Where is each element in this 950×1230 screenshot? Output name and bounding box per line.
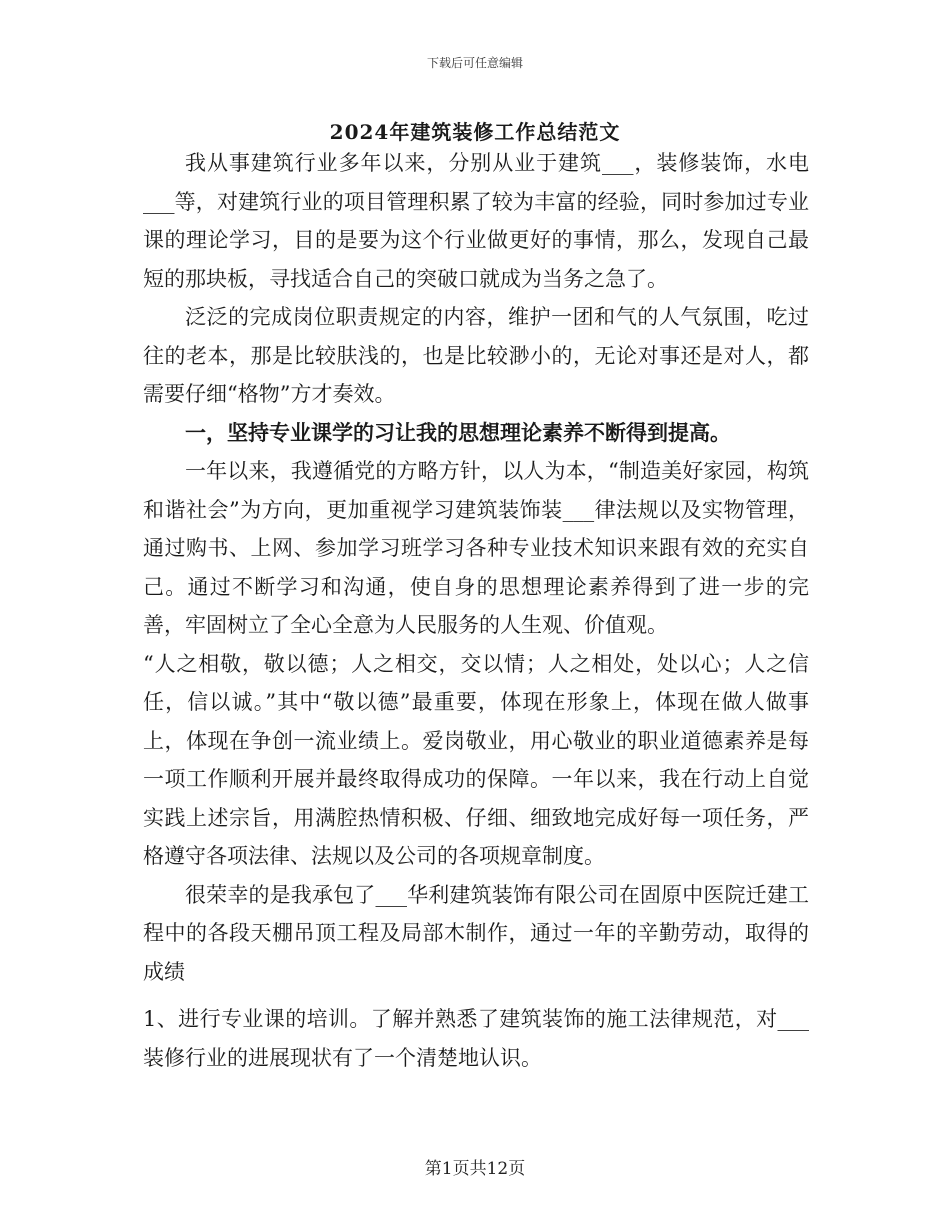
paragraph-ethics: “人之相敬，敬以德；人之相交，交以情；人之相处，处以心；人之信任，信以诚。”其中“敬以德”最重要，体现在形象上，体现在做人做事上，体现在争创一流业绩上。爱岗敬业，用心敬业的职业道德素养是每一项工作顺利开展并最终取得成功的保障。一年以来，我在行动上自觉实践上述宗旨，用满腔热情积极、仔细、细致地完成好每一项任务，严格遵守各项法律、法规以及公司的各项规章制度。 [143, 651, 809, 868]
paragraph-attitude: 泛泛的完成岗位职责规定的内容，维护一团和气的人气氛围，吃过往的老本，那是比较肤浅的，也是比较渺小的，无论对事还是对人，都需要仔细“格物”方才奏效。 [143, 305, 809, 406]
paragraph-project: 很荣幸的是我承包了___华利建筑装饰有限公司在固原中医院迁建工程中的各段天棚吊顶工程及局部木制作，通过一年的辛勤劳动，取得的成绩 [143, 882, 809, 984]
section-heading-1: 一，坚持专业课学的习让我的思想理论素养不断得到提高。 [185, 419, 731, 445]
list-item: 1、进行专业课的培训。了解并熟悉了建筑装饰的施工法律规范，对___装修行业的进展现状有了一个清楚地认识。 [143, 1007, 809, 1070]
document-list [143, 1000, 809, 1077]
page-header-note: 下载后可任意编辑 [426, 56, 523, 70]
paragraph-study: 一年以来，我遵循党的方略方针，以人为本，“制造美好家园，构筑和谐社会”为方向，更加重视学习建筑装饰装___律法规以及实物管理，通过购书、上网、参加学习班学习各种专业技术知识来跟有效的充实自己。通过不断学习和沟通，使自身的思想理论素养得到了进一步的完善，牢固树立了全心全意为人民服务的人生观、价值观。 [143, 459, 809, 637]
paragraph-intro: 我从事建筑行业多年以来，分别从业于建筑___，装修装饰，水电___等，对建筑行业的项目管理积累了较为丰富的经验，同时参加过专业课的理论学习，目的是要为这个行业做更好的事情，那么，发现自己最短的那块板，寻找适合自己的突破口就成为当务之急了。 [143, 151, 809, 291]
document-title: 2024年建筑装修工作总结范文 [329, 120, 621, 144]
page-footer: 第1页共12页 [424, 1159, 526, 1179]
document-body [143, 144, 809, 991]
